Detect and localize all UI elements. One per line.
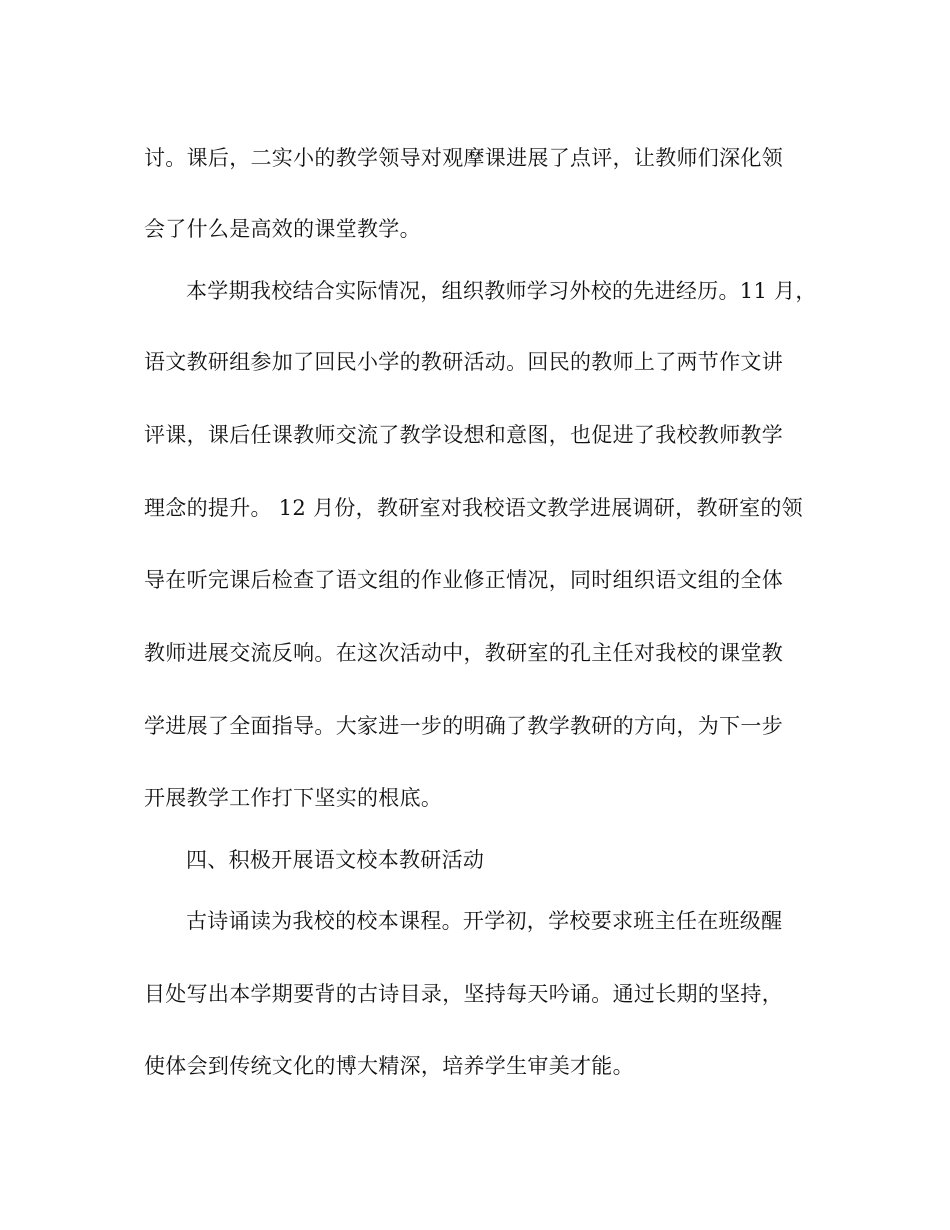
text-line: 会了什么是高效的课堂教学。 bbox=[144, 217, 421, 241]
text-line: 学进展了全面指导。大家进一步的明确了教学教研的方向，为下一步 bbox=[144, 714, 783, 738]
text-line: 理念的提升。 12 月份，教研室对我校语文教学进展调研，教研室的领 bbox=[144, 496, 803, 520]
text-line: 语文教研组参加了回民小学的教研活动。回民的教师上了两节作文讲 bbox=[144, 350, 783, 374]
text-line: 讨。课后，二实小的教学领导对观摩课进展了点评，让教师们深化领 bbox=[144, 146, 783, 170]
text-line: 使体会到传统文化的博大精深，培养学生审美才能。 bbox=[144, 1054, 634, 1078]
text-line: 开展教学工作打下坚实的根底。 bbox=[144, 786, 443, 810]
paragraph-first-line: 本学期我校结合实际情况，组织教师学习外校的先进经历。11 月， bbox=[186, 279, 817, 303]
text-line: 教师进展交流反响。在这次活动中，教研室的孔主任对我校的课堂教 bbox=[144, 641, 783, 665]
text-line: 目处写出本学期要背的古诗目录，坚持每天吟诵。通过长期的坚持， bbox=[144, 982, 783, 1006]
text-line: 导在听完课后检查了语文组的作业修正情况，同时组织语文组的全体 bbox=[144, 568, 783, 592]
paragraph-first-line: 古诗诵读为我校的校本课程。开学初，学校要求班主任在班级醒 bbox=[186, 909, 783, 933]
section-heading: 四、积极开展语文校本教研活动 bbox=[186, 848, 485, 872]
text-line: 评课，课后任课教师交流了教学设想和意图，也促进了我校教师教学 bbox=[144, 423, 783, 447]
